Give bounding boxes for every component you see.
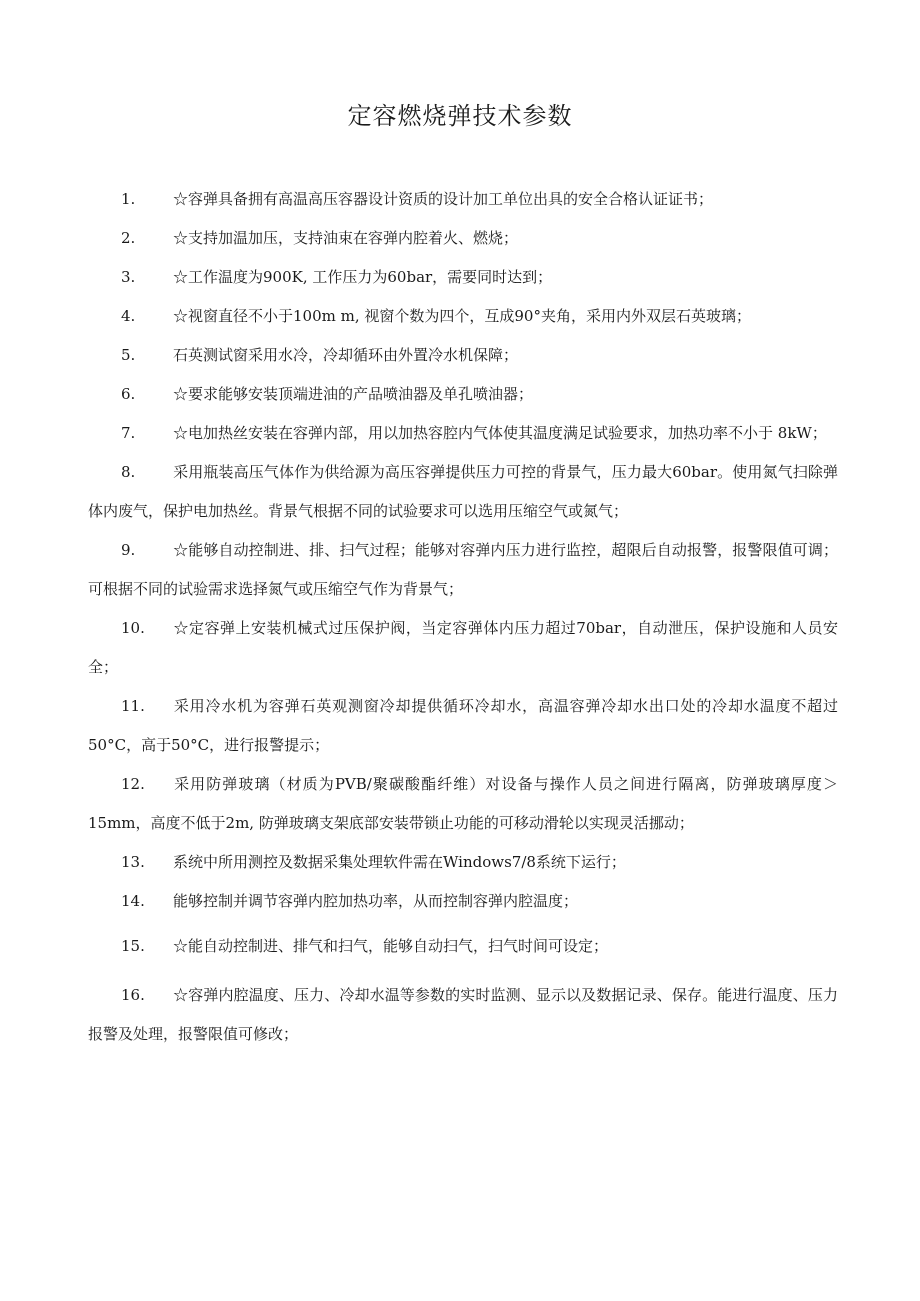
- item-text: 采用瓶装高压气体作为供给源为高压容弹提供压力可控的背景气，压力最大60bar。使用氮气扫除弹体内废气，保护电加热丝。背景气根据不同的试验要求可以选用压缩空气或氮气；: [88, 463, 838, 520]
- item-number: 12.: [121, 775, 145, 793]
- item-text: ☆容弹具备拥有高温高压容器设计资质的设计加工单位出具的安全合格认证证书；: [173, 190, 714, 208]
- list-item: [88, 687, 838, 765]
- item-text: ☆电加热丝安装在容弹内部，用以加热容腔内气体使其温度满足试验要求，加热功率不小于 8kW；: [173, 424, 827, 442]
- item-number: 2.: [121, 229, 136, 247]
- list-item: [88, 297, 838, 336]
- list-item: [88, 609, 838, 687]
- list-item: [88, 843, 838, 882]
- item-number: 8.: [121, 463, 136, 481]
- item-text: ☆能够自动控制进、排、扫气过程；能够对容弹内压力进行监控，超限后自动报警，报警限值可调；可根据不同的试验需求选择氮气或压缩空气作为背景气；: [88, 541, 838, 598]
- item-text: 采用冷水机为容弹石英观测窗冷却提供循环冷却水，高温容弹冷却水出口处的冷却水温度不超过50°C，高于50°C，进行报警提示；: [88, 697, 838, 754]
- list-item: [88, 765, 838, 843]
- list-item: [88, 180, 838, 219]
- item-number: 3.: [121, 268, 136, 286]
- list-item: [88, 882, 838, 921]
- item-number: 10.: [121, 619, 145, 637]
- list-item: [88, 453, 838, 531]
- list-item: [88, 375, 838, 414]
- page-title: 定容燃烧弹技术参数: [347, 102, 573, 130]
- item-number: 9.: [121, 541, 136, 559]
- item-number: 16.: [121, 986, 145, 1004]
- list-item: [88, 927, 838, 966]
- item-text: ☆能自动控制进、排气和扫气，能够自动扫气，扫气时间可设定；: [173, 937, 609, 955]
- item-number: 4.: [121, 307, 136, 325]
- item-text: 系统中所用测控及数据采集处理软件需在Windows7/8系统下运行；: [173, 853, 626, 871]
- list-item: [88, 414, 838, 453]
- item-text: 能够控制并调节容弹内腔加热功率，从而控制容弹内腔温度；: [173, 892, 579, 910]
- item-number: 14.: [121, 892, 145, 910]
- item-number: 11.: [121, 697, 145, 715]
- item-number: 1.: [121, 190, 136, 208]
- list-item: [88, 219, 838, 258]
- item-text: ☆容弹内腔温度、压力、冷却水温等参数的实时监测、显示以及数据记录、保存。能进行温度、压力报警及处理，报警限值可修改；: [88, 986, 838, 1043]
- list-item: [88, 976, 838, 1054]
- list-item: [88, 336, 838, 375]
- list-item: [88, 531, 838, 609]
- item-text: ☆工作温度为900K, 工作压力为60bar，需要同时达到；: [173, 268, 553, 286]
- item-text: ☆定容弹上安装机械式过压保护阀，当定容弹体内压力超过70bar，自动泄压，保护设施和人员安全；: [88, 619, 838, 676]
- item-text: 采用防弹玻璃（材质为PVB/聚碳酸酯纤维）对设备与操作人员之间进行隔离，防弹玻璃厚度＞15mm，高度不低于2m, 防弹玻璃支架底部安装带锁止功能的可移动滑轮以实现灵活挪动；: [88, 775, 838, 832]
- item-text: ☆要求能够安装顶端进油的产品喷油器及单孔喷油器；: [173, 385, 534, 403]
- item-number: 13.: [121, 853, 145, 871]
- item-number: 7.: [121, 424, 136, 442]
- item-number: 6.: [121, 385, 136, 403]
- list-item: [88, 258, 838, 297]
- item-text: ☆视窗直径不小于100m m, 视窗个数为四个，互成90°夹角，采用内外双层石英玻璃；: [173, 307, 751, 325]
- item-text: 石英测试窗采用水冷，冷却循环由外置冷水机保障；: [173, 346, 519, 364]
- item-number: 5.: [121, 346, 136, 364]
- item-number: 15.: [121, 937, 145, 955]
- item-text: ☆支持加温加压，支持油束在容弹内腔着火、燃烧；: [173, 229, 519, 247]
- spec-list: [88, 180, 838, 1054]
